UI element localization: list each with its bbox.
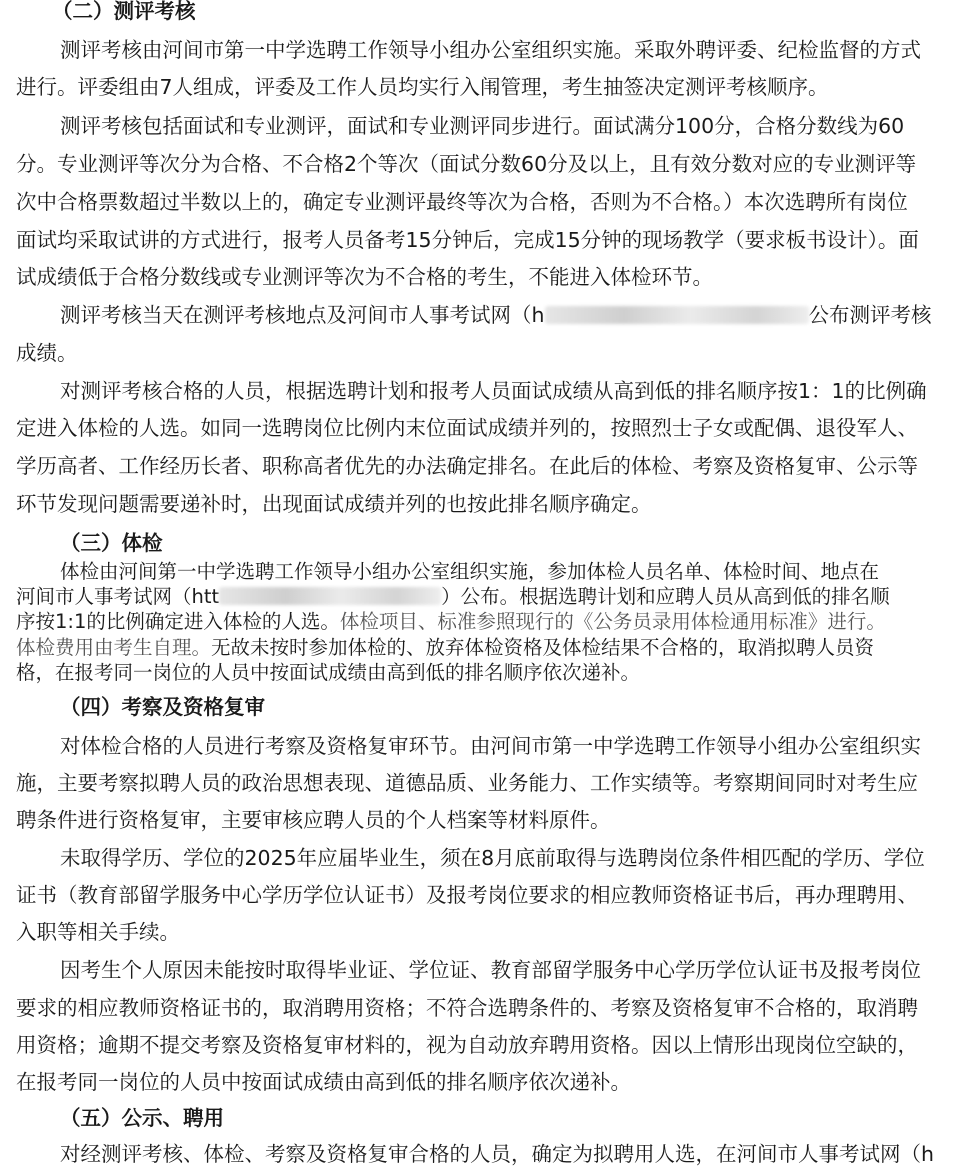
section-heading-3: （三）体检 (60, 531, 163, 555)
paragraph-line: 要求的相应教师资格证书的，取消聘用资格；不符合选聘条件的、考察及资格复审不合格的，取消聘 (16, 996, 918, 1020)
text-segment: 公布测评考核 (808, 303, 932, 327)
paragraph-line: 环节发现问题需要递补时，出现面试成绩并列的也按此排名顺序确定。 (16, 492, 652, 516)
redacted-url (545, 306, 809, 324)
paragraph-line (16, 657, 640, 685)
paragraph-line: 入职等相关手续。 (16, 920, 180, 944)
paragraph-line: 聘条件进行资格复审，主要审核应聘人员的个人档案等材料原件。 (16, 808, 611, 832)
paragraph-line (16, 606, 886, 634)
paragraph-line: 对体检合格的人员进行考察及资格复审环节。由河间市第一中学选聘工作领导小组办公室组织实 (60, 734, 921, 758)
paragraph-line: 分。专业测评等次分为合格、不合格2个等次（面试分数60分及以上，且有效分数对应的专业测评等 (16, 152, 917, 176)
text-segment: 序按1:1的比例确定进入体检的人选。 (16, 610, 340, 633)
paragraph-line: 试成绩低于合格分数线或专业测评等次为不合格的考生，不能进入体检环节。 (16, 265, 713, 289)
text-segment: 同一岗位的人员中按面试成绩由高到低的排名顺序依次递补。 (113, 661, 641, 684)
section-heading-2: （二）测评考核 (52, 0, 196, 23)
paragraph-line: 体检由河间第一中学选聘工作领导小组办公室组织实施，参加体检人员名单、体检时间、地点在 (60, 560, 880, 583)
paragraph-line (60, 298, 932, 328)
paragraph-line: 对经测评考核、体检、考察及资格复审合格的人员，确定为拟聘用人选，在河间市人事考试网（h (60, 1142, 934, 1166)
text-segment: ）公布。根据选聘计划和应聘人员从高到低的排名顺 (441, 585, 890, 608)
text-segment: 体检费用由考生自理。 (16, 636, 212, 659)
section-heading-4: （四）考察及资格复审 (60, 695, 265, 719)
text-segment: 河间市人事考试网（htt (16, 585, 220, 608)
paragraph-line: 次中合格票数超过半数以上的，确定专业测评最终等次为合格，否则为不合格。）本次选聘所有岗位 (16, 190, 908, 214)
paragraph-line (16, 632, 874, 660)
paragraph-line: 施，主要考察拟聘人员的政治思想表现、道德品质、业务能力、工作实绩等。考察期间同时对考生应 (16, 771, 918, 795)
paragraph-line: 学历高者、工作经历长者、职称高者优先的办法确定排名。在此后的体检、考察及资格复审、公示等 (16, 454, 918, 478)
text-segment: 体检项目、标准参照现行的《公务员录用体检通用标准》进行。 (339, 610, 886, 633)
paragraph-line: 进行。评委组由7人组成，评委及工作人员均实行入闱管理，考生抽签决定测评考核顺序。 (16, 75, 829, 99)
paragraph-line: 测评考核由河间市第一中学选聘工作领导小组办公室组织实施。采取外聘评委、纪检监督的方式 (60, 38, 921, 62)
paragraph-line: 测评考核包括面试和专业测评，面试和专业测评同步进行。面试满分100分，合格分数线为60 (60, 114, 905, 138)
paragraph-line: 面试均采取试讲的方式进行，报考人员备考15分钟后，完成15分钟的现场教学（要求板书设计）。面 (16, 228, 919, 252)
paragraph-line: 定进入体检的人选。如同一选聘岗位比例内末位面试成绩并列的，按照烈士子女或配偶、退役军人、 (16, 416, 918, 440)
paragraph-line: 证书（教育部留学服务中心学历学位认证书）及报考岗位要求的相应教师资格证书后，再办理聘用、 (16, 883, 918, 907)
section-heading-5: （五）公示、聘用 (60, 1106, 224, 1130)
paragraph-line: 对测评考核合格的人员，根据选聘计划和报考人员面试成绩从高到低的排名顺序按1：1的比例确 (60, 379, 927, 403)
redacted-url (219, 587, 441, 605)
text-segment: 格，在报考 (16, 661, 114, 684)
text-segment: 无故未按时参加体检的、放弃体检资格及体检结果不合格的，取消拟聘人员资 (211, 636, 875, 659)
paragraph-line: 在报考同一岗位的人员中按面试成绩由高到低的排名顺序依次递补。 (16, 1070, 631, 1094)
paragraph-line: 成绩。 (16, 341, 78, 365)
paragraph-line (16, 581, 890, 609)
paragraph-line: 用资格；逾期不提交考察及资格复审材料的，视为自动放弃聘用资格。因以上情形出现岗位空缺的， (16, 1033, 918, 1057)
text-segment: 测评考核当天在测评考核地点及河间市人事考试网（h (60, 303, 545, 327)
paragraph-line: 未取得学历、学位的2025年应届毕业生，须在8月底前取得与选聘岗位条件相匹配的学历、学位 (60, 846, 925, 870)
paragraph-line: 因考生个人原因未能按时取得毕业证、学位证、教育部留学服务中心学历学位认证书及报考岗位 (60, 958, 921, 982)
